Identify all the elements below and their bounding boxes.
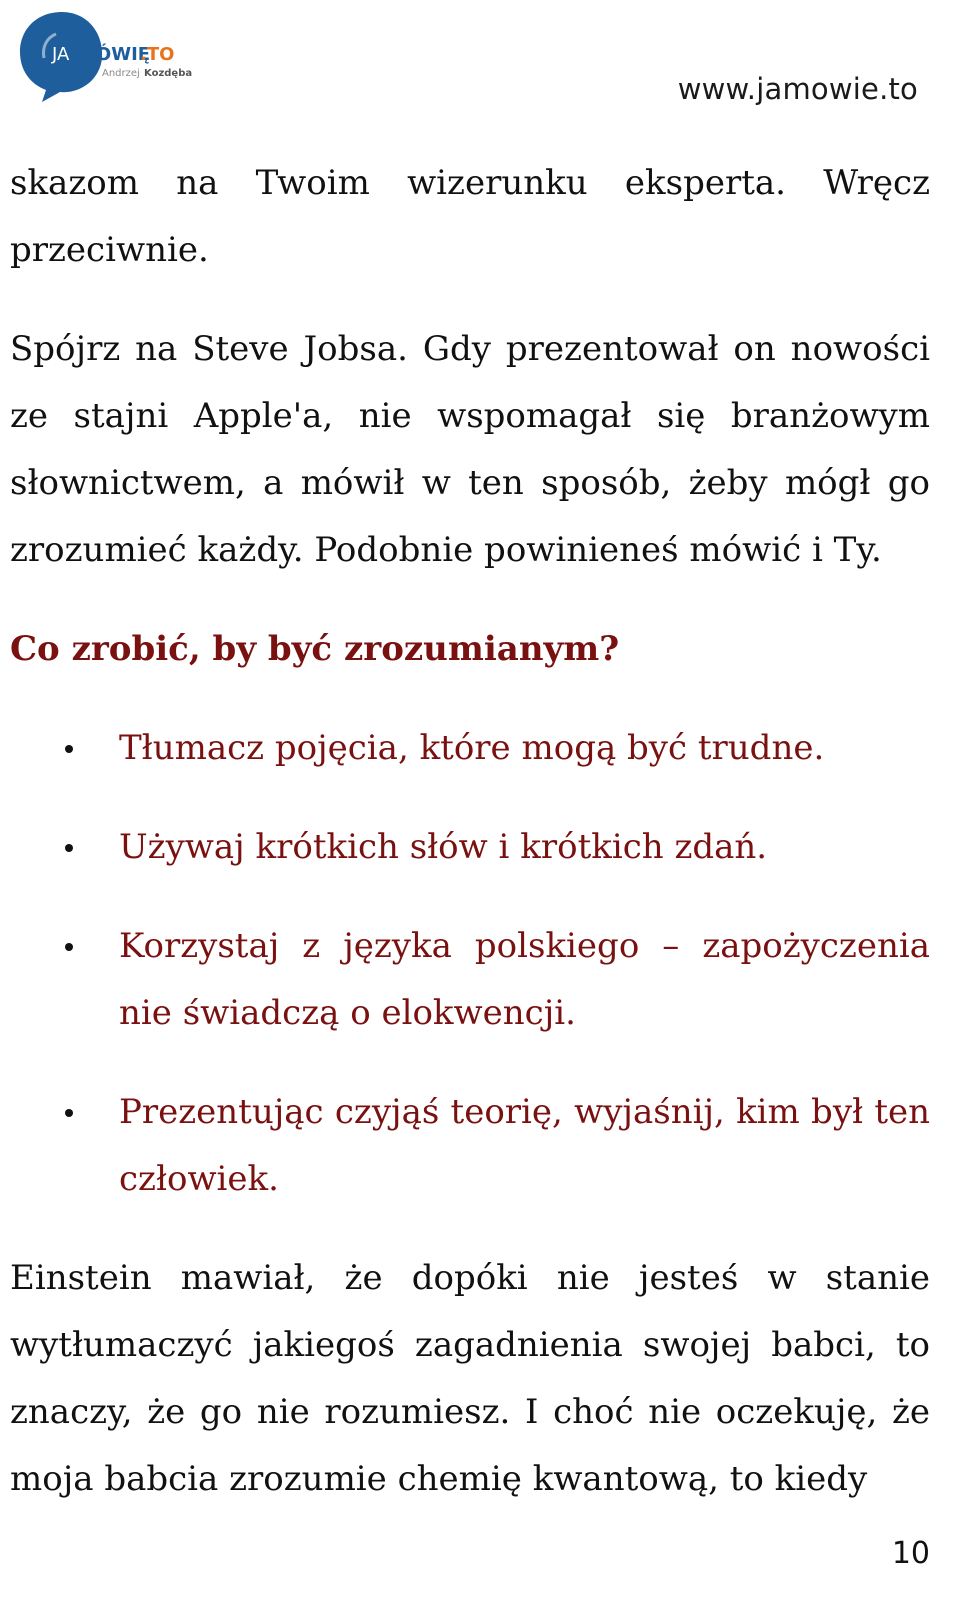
paragraph-1: skazom na Twoim wizerunku eksperta. Wręcz przeciwnie.: [10, 163, 930, 270]
list-item-text: Prezentując czyjąś teorię, wyjaśnij, kim był ten człowiek.: [119, 1092, 930, 1199]
page-content: [10, 150, 930, 1513]
logo-author-first: Andrzej: [102, 68, 140, 79]
list-item: [10, 913, 930, 1047]
list-item: [10, 1079, 930, 1213]
list-item: [10, 715, 930, 782]
tips-list: [10, 715, 930, 1213]
logo-text-to: .TO: [140, 44, 175, 65]
logo-text-ja: JA: [52, 44, 70, 65]
section-heading: Co zrobić, by być zrozumianym?: [10, 629, 620, 669]
bullet-icon: [65, 1109, 73, 1117]
site-url: www.jamowie.to: [677, 72, 918, 106]
list-item: [10, 814, 930, 881]
logo-author-last: Kozdęba: [144, 68, 193, 79]
list-item-text: Używaj krótkich słów i krótkich zdań.: [119, 827, 768, 867]
paragraph-3: Einstein mawiał, że dopóki nie jesteś w stanie wytłumaczyć jakiegoś zagadnienia swojej babci, to znaczy, że go nie rozumiesz. I choć nie oczekuję, że moja babcia zrozumie chemię kwantową, to kiedy: [10, 1258, 930, 1499]
logo-text-mowie: MÓWIĘ: [78, 44, 151, 65]
paragraph-2: Spójrz na Steve Jobsa. Gdy prezentował on nowości ze stajni Apple'a, nie wspomagał się branżowym słownictwem, a mówił w ten sposób, żeby mógł go zrozumieć każdy. Podobnie powinieneś mówić i Ty.: [10, 329, 930, 570]
bullet-icon: [65, 745, 73, 753]
jamowie-logo: [16, 8, 196, 104]
list-item-text: Tłumacz pojęcia, które mogą być trudne.: [119, 728, 825, 768]
bullet-icon: [65, 943, 73, 951]
list-item-text: Korzystaj z języka polskiego – zapożyczenia nie świadczą o elokwencji.: [119, 926, 930, 1033]
bullet-icon: [65, 844, 73, 852]
page-number: 10: [891, 1536, 930, 1571]
